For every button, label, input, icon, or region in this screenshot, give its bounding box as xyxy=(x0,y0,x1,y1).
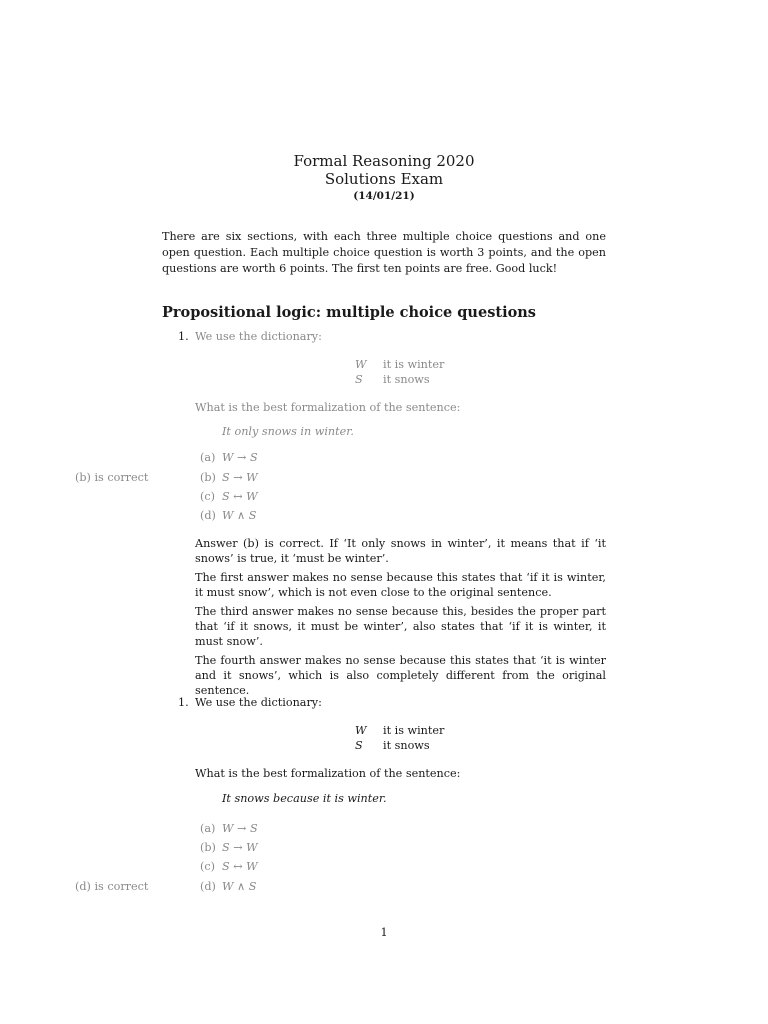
explanation-paragraph: Answer (b) is correct. If ‘It only snows in winter’, it means that if ‘it snows’ is true, it ‘must be winter’. xyxy=(195,537,606,565)
dictionary-symbol: W xyxy=(355,724,367,737)
page-number: 1 xyxy=(380,926,388,939)
document-title: Formal Reasoning 2020 xyxy=(293,152,475,170)
explanation-paragraph: The first answer makes no sense because this states that ‘if it is winter, it must snow’, which is not even close to the original sentence. xyxy=(195,571,606,599)
dictionary-row xyxy=(340,723,444,738)
question-1-dictionary xyxy=(340,357,444,387)
intro-paragraph: There are six sections, with each three multiple choice questions and one open question. Each multiple choice question is worth 3 points, and the open questions are worth 6 points. The first ten points are free. Good luck! xyxy=(162,230,606,275)
exam-date: (14/01/21) xyxy=(353,190,415,202)
question-2-option-d: (d) W ∧ S xyxy=(200,880,257,893)
dictionary-row xyxy=(340,357,444,372)
question-1-ask: What is the best formalization of the sentence: xyxy=(195,401,461,414)
explanation-paragraph: The fourth answer makes no sense because this states that ‘it is winter and it snows’, which is also completely different from the original sentence. xyxy=(195,654,606,697)
question-2-ask: What is the best formalization of the sentence: xyxy=(195,767,461,780)
question-1-option-a: (a) W → S xyxy=(200,451,258,464)
dictionary-symbol: W xyxy=(355,358,367,371)
dictionary-meaning: it snows xyxy=(383,739,430,752)
dictionary-meaning: it is winter xyxy=(383,724,445,737)
question-1-option-b: (b) S → W xyxy=(200,471,258,484)
question-1-number: 1. xyxy=(178,330,189,343)
question-2-prompt: We use the dictionary: xyxy=(195,696,322,709)
question-2-option-b: (b) S → W xyxy=(200,841,258,854)
dictionary-symbol: S xyxy=(355,739,363,752)
dictionary-symbol: S xyxy=(355,373,363,386)
question-1-option-c: (c) S ↔ W xyxy=(200,490,258,503)
question-1-prompt: We use the dictionary: xyxy=(195,330,322,343)
question-1-option-d: (d) W ∧ S xyxy=(200,509,257,522)
question-2-sentence: It snows because it is winter. xyxy=(222,792,387,805)
question-1-correct-note: (b) is correct xyxy=(75,471,149,484)
dictionary-row xyxy=(340,372,444,387)
dictionary-meaning: it snows xyxy=(383,373,430,386)
dictionary-row xyxy=(340,738,444,753)
dictionary-meaning: it is winter xyxy=(383,358,445,371)
section-heading: Propositional logic: multiple choice questions xyxy=(162,304,536,321)
question-2-option-c: (c) S ↔ W xyxy=(200,860,258,873)
question-2-number: 1. xyxy=(178,696,189,709)
question-2-dictionary xyxy=(340,723,444,753)
explanation-paragraph: The third answer makes no sense because this, besides the proper part that ‘if it snows, it must be winter’, also states that ‘if it is winter, it must snow’. xyxy=(195,605,606,648)
document-subtitle: Solutions Exam xyxy=(324,170,444,188)
question-2-correct-note: (d) is correct xyxy=(75,880,149,893)
question-1-sentence: It only snows in winter. xyxy=(222,425,354,438)
question-2-option-a: (a) W → S xyxy=(200,822,258,835)
